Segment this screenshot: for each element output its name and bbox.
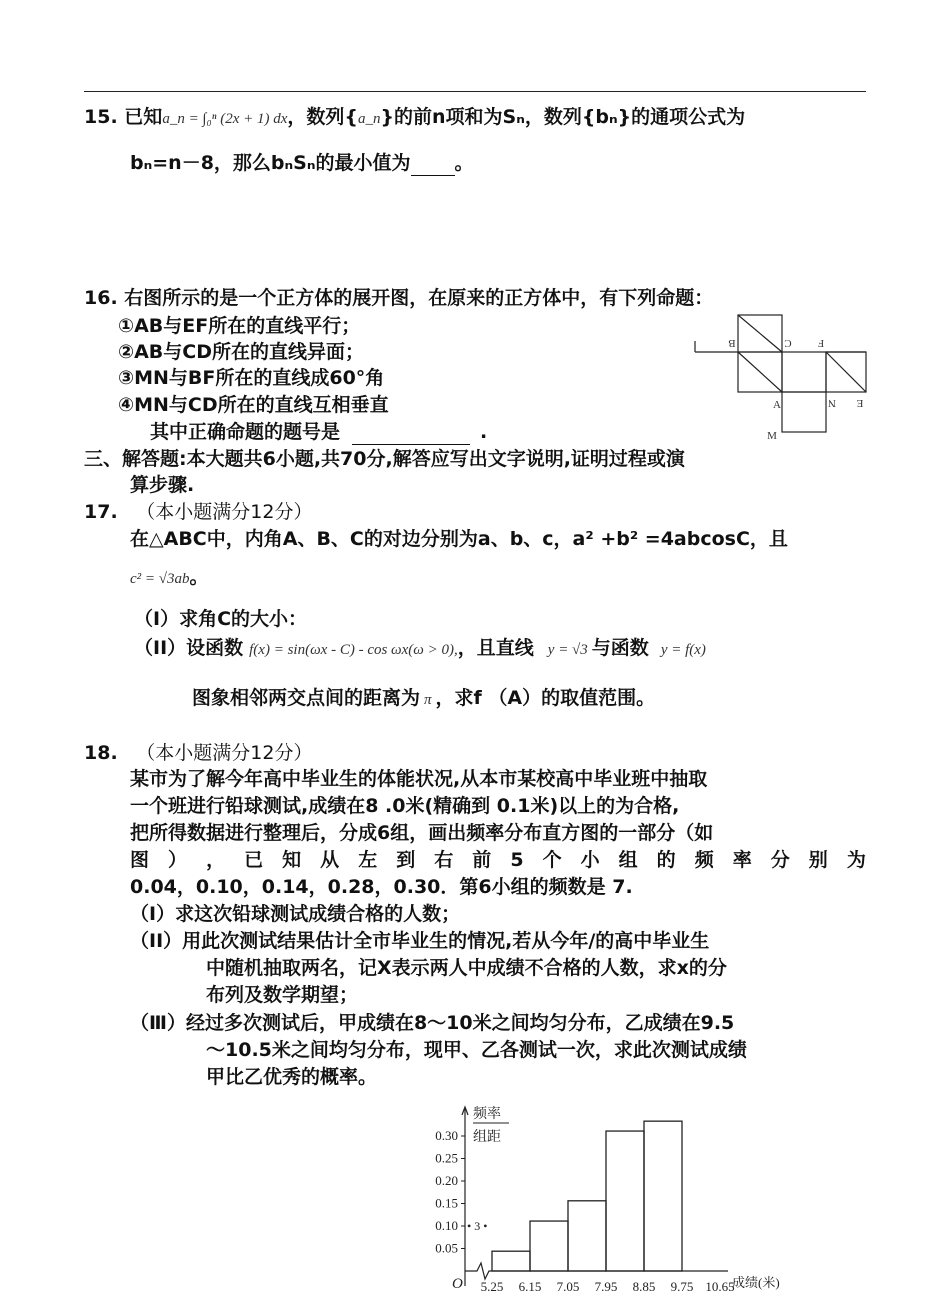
histogram-bar: [568, 1201, 606, 1271]
q17-line2: [130, 565, 209, 591]
q15-answer-blank: [411, 151, 455, 176]
y-axis-label-top: 频率: [473, 1107, 501, 1122]
q18-line2: 一个班进行铅球测试,成绩在8 .0米(精确到 0.1米)以上的为合格,: [130, 795, 680, 817]
q15-text-end: 。: [454, 152, 474, 174]
q16-ask: [150, 420, 487, 445]
net-label-c: C: [784, 337, 792, 349]
x-tick-label: 7.95: [594, 1279, 618, 1294]
y-tick-label: 0.10: [435, 1218, 458, 1233]
section3-heading-cont: 算步骤.: [130, 474, 195, 496]
q17-formula-line: y = √3: [547, 642, 588, 658]
annotation: • 3 •: [467, 1219, 488, 1233]
q18-line4-token: 别: [808, 849, 828, 871]
histogram-bar: [530, 1221, 568, 1271]
q18-line4-justified: [130, 848, 866, 872]
net-label-f: F: [817, 337, 825, 349]
q16-ask-text: 其中正确命题的题号是: [150, 421, 341, 443]
q18-header: [84, 741, 312, 765]
x-axis-label: 成绩(米): [732, 1275, 780, 1290]
q18-line4-token: 小: [580, 849, 600, 871]
net-label-m: M: [767, 430, 777, 442]
net-label-b: B: [728, 337, 736, 349]
q17-line1: 在△ABC中，内角A、B、C的对边分别为a、b、c，a² +b² =4abcosC，且: [130, 528, 788, 550]
q18-line4-token: 的: [656, 849, 676, 871]
top-rule: [84, 91, 866, 92]
q18-line4-token: 前: [472, 849, 492, 871]
q17-formula-end: 。: [189, 566, 209, 588]
q18-line4-token: 右: [434, 849, 454, 871]
q18-line4-token: ）: [168, 849, 188, 871]
x-tick-label: 7.05: [556, 1279, 580, 1294]
q17-formula-pi: π: [424, 692, 432, 708]
q15-formula-an: a_n: [357, 111, 381, 127]
q17-formula-c2: c² = √3ab: [130, 571, 190, 587]
q16-ask-end: .: [480, 421, 488, 443]
net-label-n: N: [828, 397, 836, 409]
q18-line4-token: 图: [130, 849, 150, 871]
q18-line3: 把所得数据进行整理后，分成6组，画出频率分布直方图的一部分（如: [130, 822, 714, 844]
y-tick-label: 0.25: [435, 1150, 458, 1166]
q15-text-c: }的前n项和为Sₙ，数列{bₙ}的通项公式为: [380, 106, 746, 128]
q18-part3-line2: ～10.5米之间均匀分布，现甲、乙各测试一次，求此次测试成绩: [206, 1039, 747, 1061]
q15-text-a: 已知: [124, 106, 163, 128]
net-square: [782, 352, 826, 392]
q18-line5: 0.04，0.10，0.14，0.28，0.30．第6小组的频数是 7.: [130, 876, 633, 898]
q18-line4-token: 个: [542, 849, 562, 871]
y-tick-label: 0.20: [435, 1173, 458, 1188]
q17-part2-text-e: ，求f （A）的取值范围。: [435, 687, 656, 709]
q18-line4-token: 从: [320, 849, 340, 871]
q17-formula-func: y = f(x): [660, 642, 706, 658]
q18-part2-line1: （II）用此次测试结果估计全市毕业生的情况,若从今年/的高中毕业生: [130, 930, 710, 952]
q18-part1: （I）求这次铅球测试成绩合格的人数；: [130, 903, 461, 925]
q18-part2-line2: 中随机抽取两名，记X表示两人中成绩不合格的人数，求x的分: [206, 957, 727, 979]
net-diagonal: [826, 352, 866, 392]
q18-line4-token: 分: [770, 849, 790, 871]
q15-text-b: ，数列{: [287, 106, 358, 128]
q16-number: 16.: [84, 287, 118, 309]
q17-part2-text-b: ，且直线: [457, 637, 534, 659]
q18-line4-token: 5: [510, 849, 524, 871]
frequency-histogram: [410, 1098, 830, 1308]
q18-score: （本小题满分12分）: [136, 742, 313, 764]
q18-part3-line3: 甲比乙优秀的概率。: [206, 1066, 378, 1088]
q18-line4-token: 频: [694, 849, 714, 871]
origin-label: O: [452, 1276, 463, 1292]
q18-part3-line1: （Ⅲ）经过多次测试后，甲成绩在8～10米之间均匀分布，乙成绩在9.5: [130, 1012, 735, 1034]
q16-stem-text: 右图所示的是一个正方体的展开图，在原来的正方体中，有下列命题：: [124, 287, 714, 309]
q17-header: [84, 500, 312, 524]
y-tick-label: 0.05: [435, 1240, 458, 1256]
cube-net-figure: [690, 308, 870, 444]
section3-heading: 三、解答题:本大题共6小题,共70分,解答应写出文字说明,证明过程或演: [84, 448, 685, 470]
net-diagonal: [738, 315, 782, 352]
x-tick-label: 9.75: [670, 1279, 694, 1294]
y-tick-label: 0.30: [435, 1128, 458, 1143]
histogram-bar: [606, 1131, 644, 1271]
y-tick-label: 0.15: [435, 1195, 458, 1211]
y-axis-label-bottom: 组距: [473, 1130, 501, 1145]
q18-line1: 某市为了解今年高中毕业生的体能状况,从本市某校高中毕业班中抽取: [130, 768, 708, 790]
q15-line2: [130, 151, 474, 176]
q18-line4-token: 到: [396, 849, 416, 871]
q16-item-1: ①AB与EF所在的直线平行；: [118, 315, 361, 337]
x-tick-label: 8.85: [632, 1279, 656, 1294]
q16-item-4: ④MN与CD所在的直线互相垂直: [118, 394, 389, 416]
q17-part2-text-c: 与函数: [591, 637, 649, 659]
net-square: [782, 392, 826, 432]
net-label-a: A: [773, 399, 781, 411]
q18-line4-token: 率: [732, 849, 752, 871]
q17-number: 17.: [84, 501, 118, 523]
q17-score: （本小题满分12分）: [136, 501, 313, 523]
q17-part1: （I）求角C的大小：: [134, 608, 308, 630]
q16-item-3: ③MN与BF所在的直线成60°角: [118, 367, 385, 389]
q15-text-d: bₙ=n－8，那么bₙSₙ的最小值为: [130, 152, 411, 174]
q18-line4-token: 已: [244, 849, 264, 871]
q15-number: 15.: [84, 106, 118, 128]
q18-line4-token: 组: [618, 849, 638, 871]
q18-line4-token: 为: [846, 849, 866, 871]
q18-line4-token: 知: [282, 849, 302, 871]
q17-part2-line2: [192, 686, 655, 712]
q17-formula-f: f(x) = sin(ωx - C) - cos ωx(ω > 0),: [249, 642, 458, 658]
q16-stem: [84, 286, 713, 310]
q17-part2-line1: [134, 636, 706, 662]
x-tick-label: 5.25: [480, 1279, 504, 1294]
q18-line4-token: ，: [206, 849, 226, 871]
q18-number: 18.: [84, 742, 118, 764]
q16-answer-blank: [352, 420, 470, 445]
q18-part2-line3: 布列及数学期望；: [206, 984, 359, 1006]
q17-part2-text-d: 图象相邻两交点间的距离为: [192, 687, 421, 709]
q16-item-2: ②AB与CD所在的直线异面；: [118, 341, 364, 363]
net-diagonal: [738, 352, 782, 392]
x-tick-label: 10.65: [705, 1279, 735, 1294]
histogram-bar: [492, 1251, 530, 1271]
histogram-bar: [644, 1121, 682, 1271]
net-label-e: E: [856, 397, 864, 409]
q15-line1: [84, 105, 745, 131]
q15-formula-an-integral: a_n = ∫₀ⁿ (2x + 1) dx: [162, 111, 288, 127]
q18-line4-token: 左: [358, 849, 378, 871]
x-tick-label: 6.15: [518, 1279, 542, 1294]
q17-part2-text-a: （II）设函数: [134, 637, 244, 659]
